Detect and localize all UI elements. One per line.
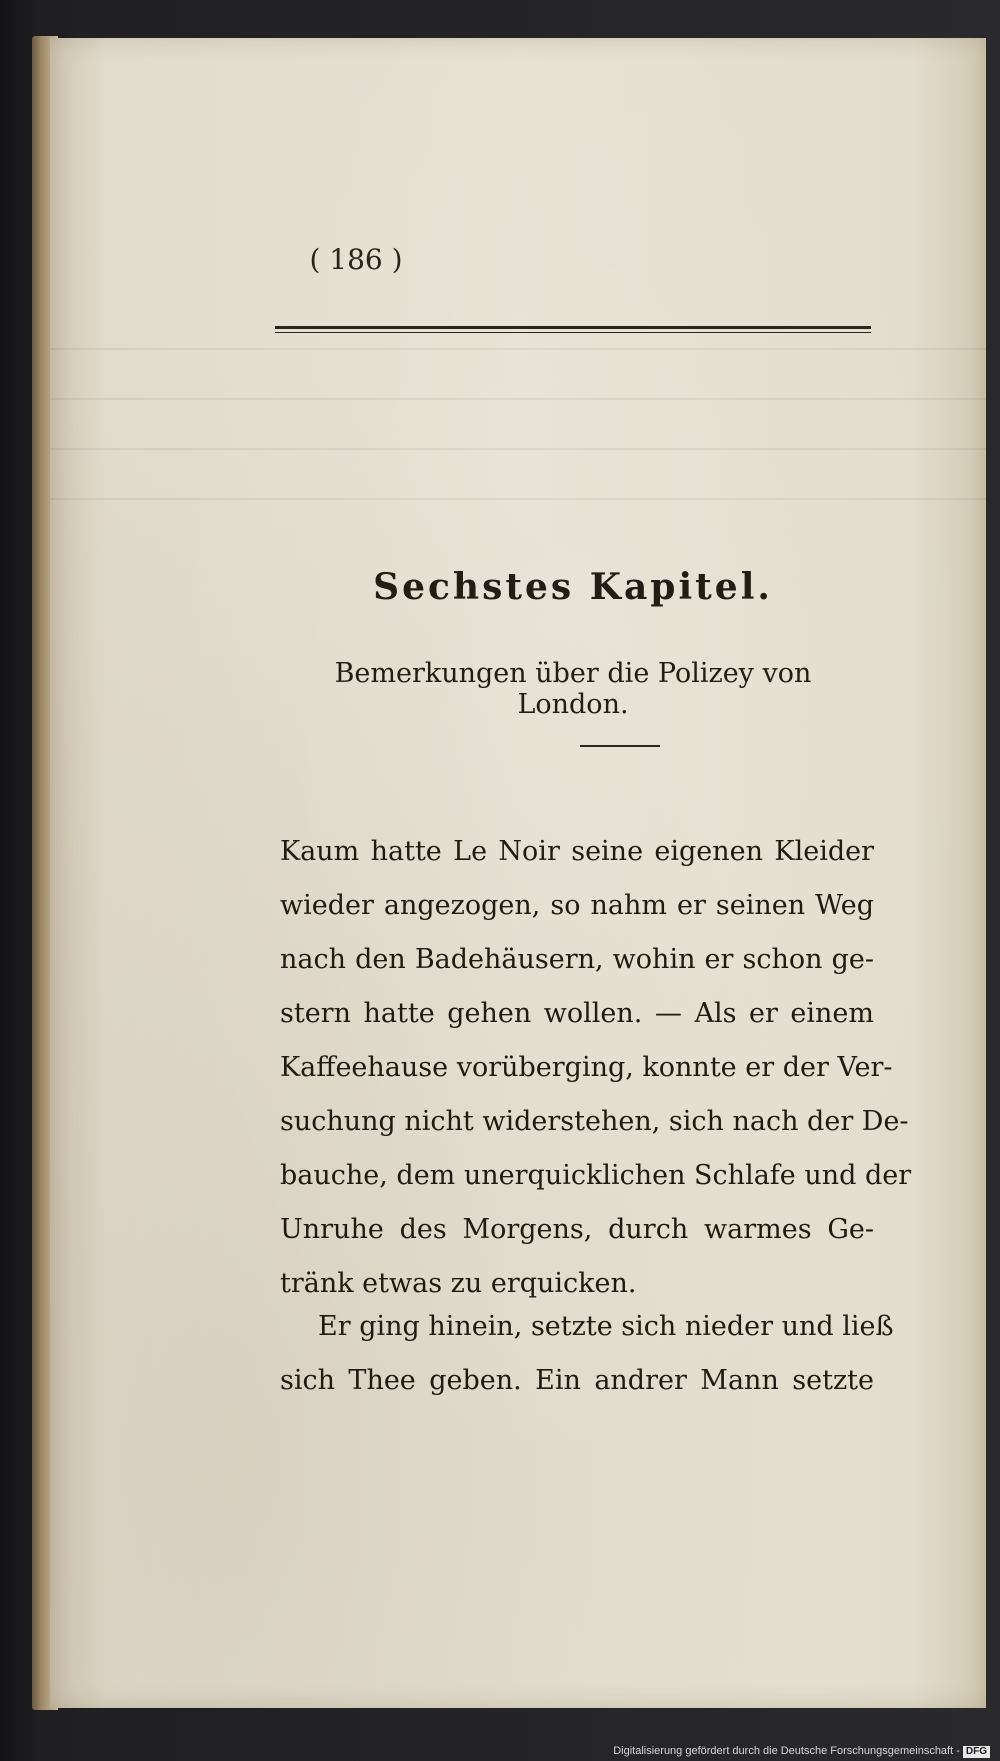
show-through-line (50, 398, 986, 400)
dfg-logo: DFG (963, 1746, 990, 1758)
text-line: stern hatte gehen wollen. — Als er einem (280, 998, 874, 1029)
page-number: ( 186 ) (309, 243, 403, 276)
text-line: sich Thee geben. Ein andrer Mann setzte (280, 1365, 874, 1396)
paragraph (280, 1300, 894, 1408)
paragraph (280, 825, 912, 1311)
text-line: nach den Badehäusern, wohin er schon ge- (280, 944, 874, 975)
text-line: wieder angezogen, so nahm er seinen Weg (280, 890, 874, 921)
text-line: Kaum hatte Le Noir seine eigenen Kleider (280, 836, 874, 867)
text-line: Kaffeehause vorüberging, konnte er der Ver- (280, 1052, 893, 1083)
text-line: bauche, dem unerquicklichen Schlafe und der (280, 1160, 912, 1191)
text-line: suchung nicht widerstehen, sich nach der De- (280, 1106, 909, 1137)
text-line: tränk etwas zu erquicken. (280, 1268, 637, 1299)
digitization-credit (613, 1745, 990, 1758)
section-divider (580, 745, 660, 747)
text-line: Er ging hinein, setzte sich nieder und ließ (318, 1311, 894, 1342)
show-through-line (50, 348, 986, 350)
chapter-title: Sechstes Kapitel. (373, 566, 773, 608)
book-page (50, 38, 986, 1708)
header-rule (275, 326, 871, 329)
show-through-line (50, 498, 986, 500)
credit-text: Digitalisierung gefördert durch die Deutsche Forschungsgemeinschaft - (613, 1745, 960, 1757)
show-through-line (50, 448, 986, 450)
chapter-subtitle: Bemerkungen über die Polizey von London. (334, 658, 812, 720)
text-line: Unruhe des Morgens, durch warmes Ge- (280, 1214, 874, 1245)
